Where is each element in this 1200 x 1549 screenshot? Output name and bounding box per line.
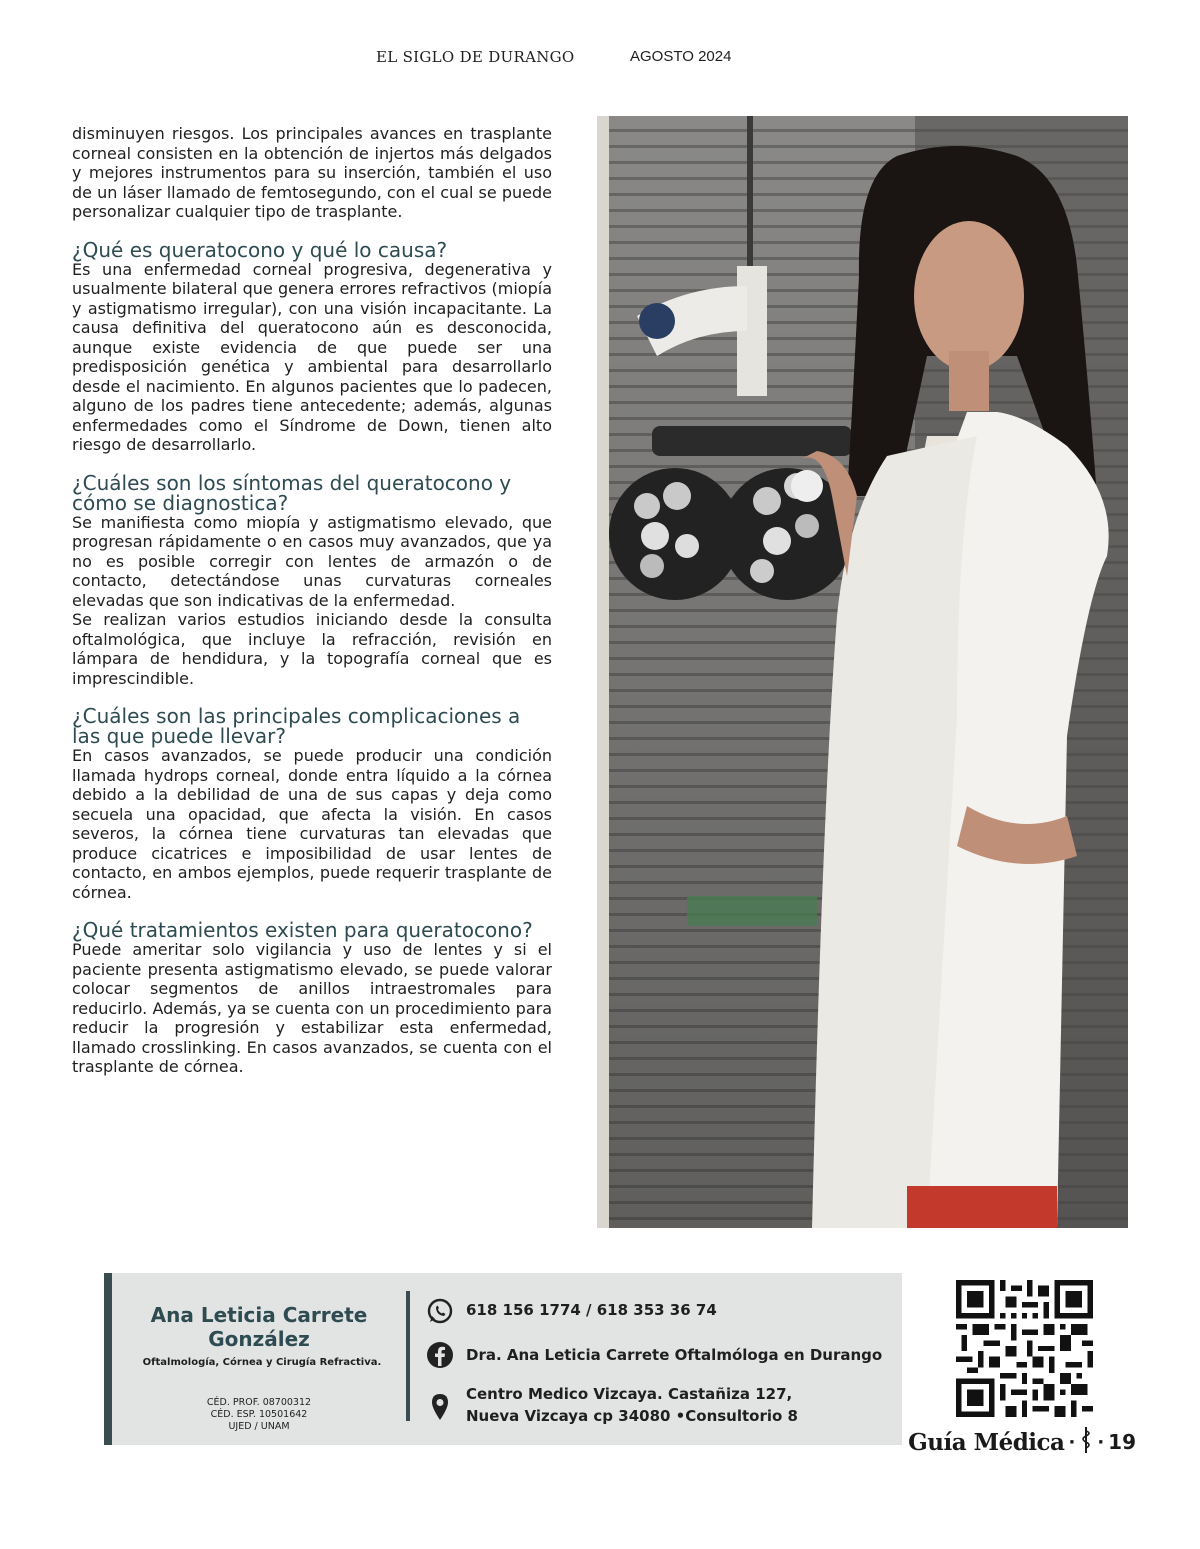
section-2-paragraph-2: Se realizan varios estudios iniciando desde la consulta oftalmológica, que incluye la refracción, revisión en lámpara de hendidura, y la topografía corneal que es imprescindible. [72, 610, 552, 688]
professional-license: CÉD. PROF. 08700312 [206, 1397, 312, 1408]
section-3-paragraph: En casos avanzados, se puede producir una condición llamada hydrops corneal, donde entra líquido a la córnea debido a la debilidad de una de sus capas y deja como secuela una opacidad, que afecta la visión. En casos severos, la córnea tiene curvaturas tan elevadas que produce cicatrices e imposibilidad de usar lentes de contacto, en ambos ejemplos, puede requerir trasplante de córnea. [72, 746, 552, 902]
page-footer [908, 1427, 1136, 1457]
intro-paragraph: disminuyen riesgos. Los principales avances en trasplante corneal consisten en la obtención de injertos más delgados y mejores instrumentos para su inserción, también el uso de un láser llamado de femtosegundo, con el cual se puede personalizar cualquier tipo de trasplante. [72, 124, 552, 221]
article-body [72, 124, 552, 1077]
doctor-contact-card [104, 1273, 902, 1445]
separator-dot-2: · [1097, 1431, 1105, 1453]
separator-dot: · [1068, 1431, 1076, 1453]
caduceus-icon [1079, 1426, 1093, 1458]
school-affiliation: UJED / UNAM [228, 1421, 290, 1432]
section-2-paragraph-1: Se manifiesta como miopía y astigmatismo elevado, que progresan rápidamente o en casos muy avanzados, que ya no es posible corregir con lentes de armazón o de contacto, detectándose unas curvaturas corneales elevadas que son indicativas de la enfermedad. [72, 512, 552, 610]
section-heading-3: ¿Cuáles son las principales complicaciones a las que puede llevar? [72, 704, 521, 748]
facebook-icon [426, 1341, 454, 1373]
specialty-license: CÉD. ESP. 10501642 [210, 1409, 308, 1420]
page-number: 19 [1108, 1430, 1136, 1454]
phone-numbers[interactable]: 618 156 1774 / 618 353 36 74 [466, 1301, 717, 1319]
doctor-name [132, 1303, 386, 1351]
address-line-1: Centro Medico Vizcaya. Castañiza 127, [466, 1385, 793, 1403]
section-1-paragraph: Es una enfermedad corneal progresiva, degenerativa y usualmente bilateral que genera errores refractivos (miopía y astigmatismo irregular), con una visión incapacitante. La causa definitiva del queratocono aún es desconocida, aunque existe evidencia de que puede ser una predisposición genética y ambiental para desarrollarlo desde el nacimiento. En algunos pacientes que lo padecen, alguno de los padres tiene antecedente; además, algunas enfermedades como el Síndrome de Down, tienen alto riesgo de desarrollarlo. [72, 259, 552, 454]
card-accent-bar [104, 1273, 112, 1445]
running-header [0, 48, 1200, 68]
whatsapp-icon [426, 1297, 454, 1329]
card-divider [406, 1291, 410, 1421]
doctor-name-line-1: Ana Leticia Carrete [150, 1303, 368, 1327]
qr-code[interactable] [956, 1280, 1093, 1417]
doctor-specialty: Oftalmología, Córnea y Cirugía Refractiva. [142, 1357, 382, 1368]
section-4-paragraph: Puede ameritar solo vigilancia y uso de lentes y si el paciente presenta astigmatismo elevado, se puede valorar colocar segmentos de anillos intraestromales para reducirlo. Además, ya se cuenta con un procedimiento para reducir la progresión y estabilizar esta enfermedad, llamado crosslinking. En casos avanzados, se cuenta con el trasplante de córnea. [72, 940, 552, 1076]
address-line-2: Nueva Vizcaya cp 34080 •Consultorio 8 [466, 1407, 798, 1425]
publication-name: EL SIGLO DE DURANGO [376, 48, 575, 66]
section-heading-1: ¿Qué es queratocono y qué lo causa? [72, 237, 448, 262]
doctor-portrait-photo [597, 116, 1128, 1228]
section-heading-2: ¿Cuáles son los síntomas del queratocono y cómo se diagnostica? [72, 470, 512, 515]
issue-date: AGOSTO 2024 [630, 48, 732, 65]
magazine-brand: Guía Médica [908, 1428, 1065, 1456]
doctor-name-line-2: González [208, 1327, 310, 1351]
facebook-page[interactable]: Dra. Ana Leticia Carrete Oftalmóloga en Durango [466, 1346, 883, 1364]
location-pin-icon [430, 1393, 450, 1425]
section-heading-4: ¿Qué tratamientos existen para queratocono? [72, 918, 533, 942]
